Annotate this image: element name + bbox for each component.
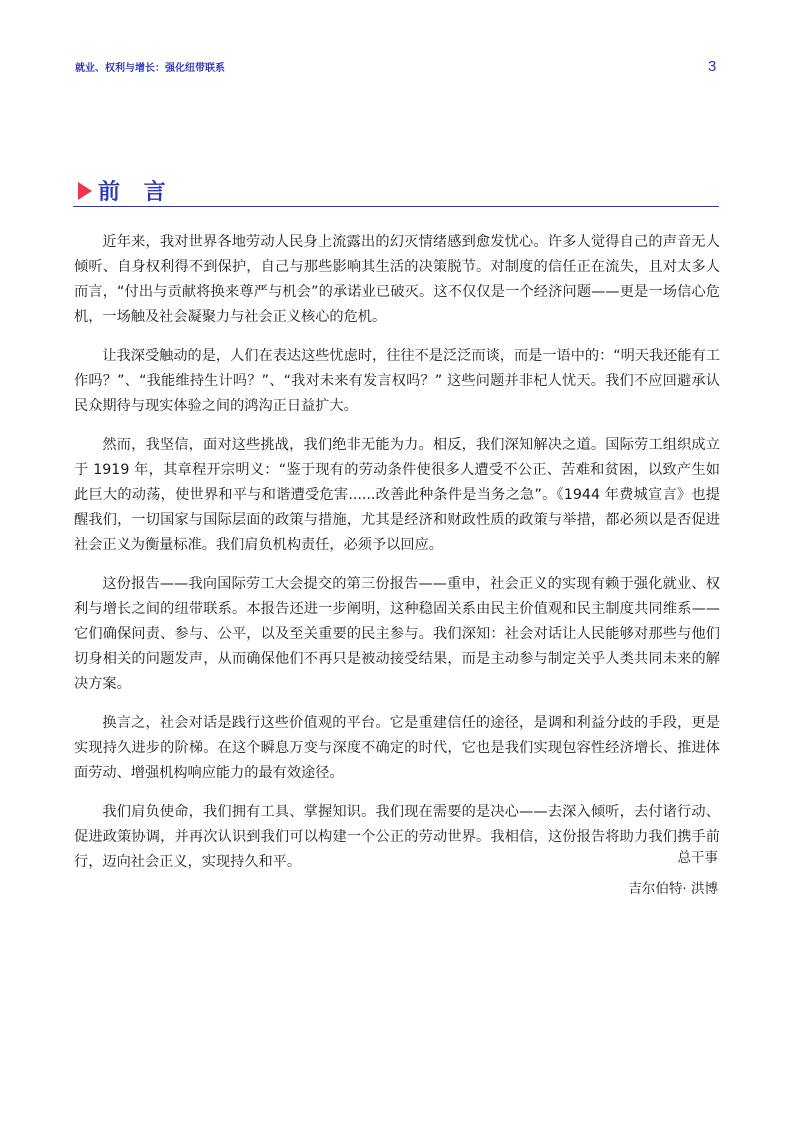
paragraph: 近年来，我对世界各地劳动人民身上流露出的幻灭情绪感到愈发忧心。许多人觉得自己的声音无人倾听、自身权利得不到保护，自己与那些影响其生活的决策脱节。对制度的信任正在流失，且对太多人而言，“付出与贡献将换来尊严与机会”的承诺业已破灭。这不仅仅是一个经济问题——更是一场信心危机，一场触及社会凝聚力与社会正义核心的危机。 bbox=[74, 234, 720, 325]
paragraph: 让我深受触动的是，人们在表达这些忧虑时，往往不是泛泛而谈，而是一语中的：“明天我还能有工作吗？”、“我能维持生计吗？”、“我对未来有发言权吗？” 这些问题并非杞人忧天。我们不应回避承认民众期待与现实体验之间的鸿沟正日益扩大。 bbox=[74, 348, 720, 414]
section-heading bbox=[78, 175, 174, 206]
triangle-marker-icon bbox=[78, 182, 92, 200]
paragraph: 这份报告——我向国际劳工大会提交的第三份报告——重申，社会正义的实现有赖于强化就业、权利与增长之间的纽带联系。本报告还进一步阐明，这种稳固关系由民主价值观和民主制度共同维系——它们确保问责、参与、公平，以及至关重要的民主参与。我们深知：社会对话让人民能够对那些与他们切身相关的问题发声，从而确保他们不再只是被动接受结果，而是主动参与制定关乎人类共同未来的解决方案。 bbox=[74, 576, 720, 692]
paragraph: 我们肩负使命，我们拥有工具、掌握知识。我们现在需要的是决心——去深入倾听，去付诸行动、促进政策协调，并再次认识到我们可以构建一个公正的劳动世界。我相信，这份报告将助力我们携手前行，迈向社会正义，实现持久和平。 bbox=[74, 804, 720, 870]
body-text bbox=[74, 230, 720, 889]
running-header-title: 就业、权利与增长：强化纽带联系 bbox=[75, 63, 225, 74]
signature-role: 总干事 bbox=[677, 850, 718, 866]
signature-name: 吉尔伯特· 洪博 bbox=[628, 881, 718, 897]
heading-divider bbox=[73, 206, 719, 207]
paragraph: 然而，我坚信，面对这些挑战，我们绝非无能为力。相反，我们深知解决之道。国际劳工组织成立于 1919 年，其章程开宗明义：“鉴于现有的劳动条件使很多人遭受不公正、苦难和贫困，以致产生如此巨大的动荡，使世界和平与和谐遭受危害......改善此种条件是当务之急”。《1944 年费城宣言》也提醒我们，一切国家与国际层面的政策与措施，尤其是经济和财政性质的政策与举措，都必须以是否促进社会正义为衡量标准。我们肩负机构责任，必须予以回应。 bbox=[74, 437, 720, 553]
page-number: 3 bbox=[708, 58, 717, 75]
paragraph: 换言之，社会对话是践行这些价值观的平台。它是重建信任的途径，是调和利益分歧的手段，更是实现持久进步的阶梯。在这个瞬息万变与深度不确定的时代，它也是我们实现包容性经济增长、推进体面劳动、增强机构响应能力的最有效途径。 bbox=[74, 715, 720, 781]
section-title: 前 言 bbox=[98, 180, 174, 205]
